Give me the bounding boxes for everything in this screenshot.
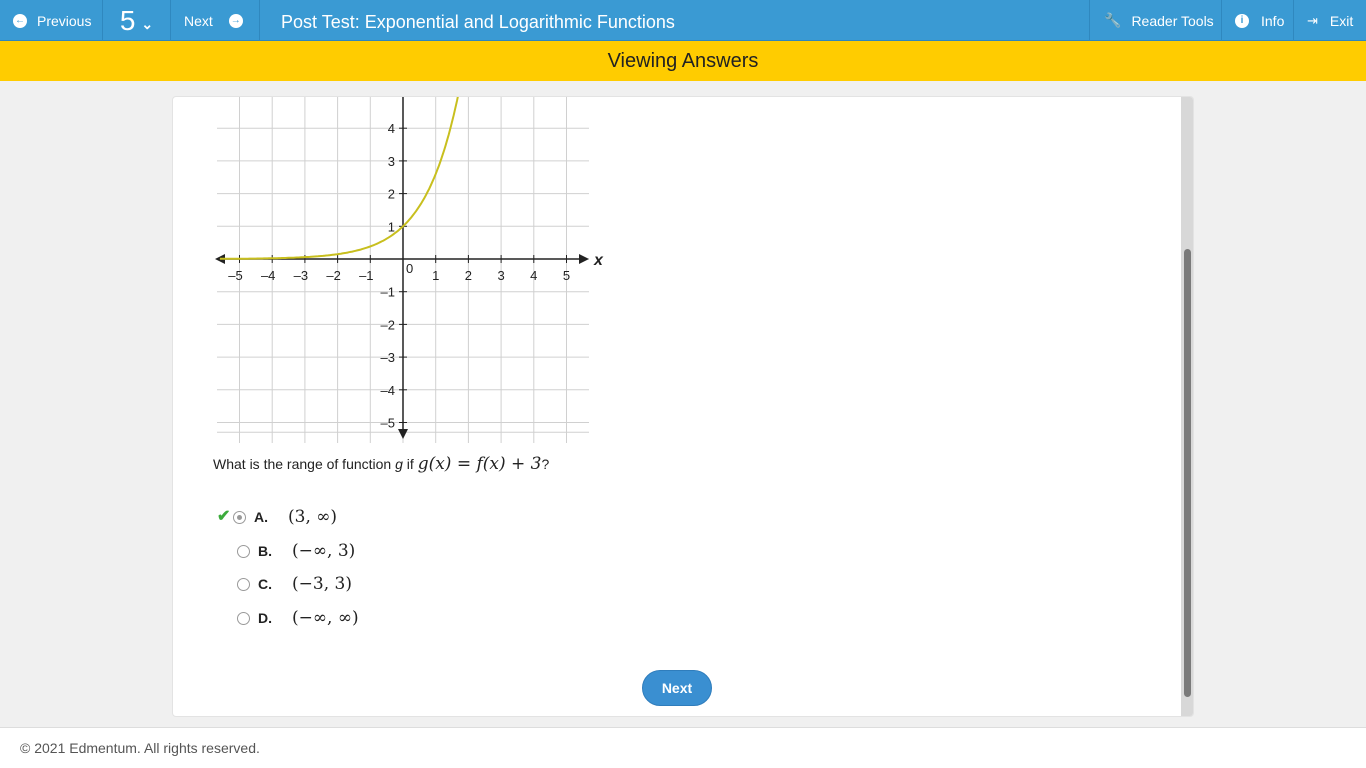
choice-d[interactable] bbox=[237, 608, 359, 628]
question-expression: g(x) = f(x) + 3 bbox=[417, 454, 542, 474]
x-tick-label: –3 bbox=[293, 268, 309, 283]
question-prefix: What is the range of function bbox=[213, 456, 392, 472]
graph-tick-labels bbox=[228, 121, 570, 430]
question-text bbox=[213, 454, 549, 474]
question-number: 5 bbox=[119, 4, 136, 36]
banner-text: Viewing Answers bbox=[607, 49, 759, 72]
arrow-left-circle-icon: ← bbox=[15, 15, 25, 26]
arrow-right-circle-icon: → bbox=[230, 15, 241, 26]
exit-label: Exit bbox=[1329, 12, 1354, 29]
x-tick-label: –5 bbox=[228, 268, 243, 283]
radio-d[interactable] bbox=[237, 612, 250, 625]
y-tick-label: 2 bbox=[387, 186, 395, 202]
radio-a[interactable] bbox=[233, 511, 246, 524]
y-tick-label: –3 bbox=[380, 350, 395, 366]
choice-c-value: (−3, 3) bbox=[292, 574, 352, 594]
radio-selected-dot bbox=[237, 515, 242, 520]
next-nav-button[interactable] bbox=[171, 0, 260, 41]
info-icon: i bbox=[1235, 14, 1249, 28]
choice-a[interactable] bbox=[233, 507, 337, 527]
choice-c[interactable] bbox=[237, 574, 352, 594]
x-tick-label: 1 bbox=[432, 268, 440, 283]
x-tick-label: 4 bbox=[530, 268, 538, 283]
sign-in-icon: ⇥ bbox=[1307, 12, 1318, 28]
x-tick-label: 5 bbox=[562, 268, 571, 283]
x-axis-label: x bbox=[594, 252, 603, 269]
x-tick-label: –2 bbox=[326, 268, 341, 283]
choice-a-letter: A. bbox=[254, 509, 268, 525]
x-tick-label: 2 bbox=[464, 268, 473, 283]
next-button[interactable]: Next bbox=[642, 670, 712, 706]
y-tick-label: 4 bbox=[387, 121, 395, 137]
y-tick-label: –5 bbox=[380, 415, 395, 431]
y-tick-label: 1 bbox=[387, 219, 395, 235]
copyright-text: © 2021 Edmentum. All rights reserved. bbox=[20, 740, 260, 756]
y-tick-label: –2 bbox=[380, 317, 395, 333]
function-graph bbox=[211, 96, 611, 443]
x-axis-arrow-right bbox=[579, 254, 589, 264]
previous-label: Previous bbox=[37, 12, 92, 29]
chevron-down-icon: ⌄ bbox=[141, 16, 154, 32]
previous-button[interactable] bbox=[0, 0, 103, 41]
correct-check-icon: ✔ bbox=[217, 508, 231, 525]
question-suffix: ? bbox=[541, 456, 550, 472]
page-title: Post Test: Exponential and Logarithmic Functions bbox=[281, 12, 675, 32]
y-tick-label: –1 bbox=[380, 284, 395, 300]
x-tick-label: –1 bbox=[359, 268, 374, 283]
exit-button[interactable] bbox=[1294, 0, 1366, 41]
next-nav-label: Next bbox=[184, 12, 213, 29]
radio-b[interactable] bbox=[237, 545, 250, 558]
scrollbar-thumb[interactable] bbox=[1184, 249, 1191, 697]
footer bbox=[0, 727, 1366, 768]
origin-label: 0 bbox=[406, 261, 414, 276]
info-button[interactable] bbox=[1222, 0, 1294, 41]
reader-tools-label: Reader Tools bbox=[1131, 12, 1214, 29]
choice-d-value: (−∞, ∞) bbox=[292, 608, 359, 628]
top-nav-bar bbox=[0, 0, 1366, 41]
choice-a-value: (3, ∞) bbox=[288, 507, 338, 527]
reader-tools-button[interactable] bbox=[1089, 0, 1222, 41]
choice-b-value: (−∞, 3) bbox=[292, 541, 356, 561]
viewing-answers-banner bbox=[0, 41, 1366, 81]
question-if: if bbox=[406, 456, 414, 472]
question-number-dropdown[interactable] bbox=[103, 0, 171, 41]
choice-b[interactable] bbox=[237, 541, 355, 561]
y-axis-arrow-down bbox=[398, 429, 408, 439]
choice-b-letter: B. bbox=[258, 543, 272, 559]
question-card bbox=[172, 96, 1194, 717]
exponential-curve bbox=[220, 96, 459, 259]
x-tick-label: 3 bbox=[497, 268, 505, 283]
info-label: Info bbox=[1261, 12, 1285, 29]
question-var: g bbox=[395, 456, 403, 472]
scrollbar[interactable] bbox=[1181, 97, 1193, 717]
x-tick-label: –4 bbox=[260, 268, 276, 283]
y-tick-label: –4 bbox=[380, 382, 395, 398]
radio-c[interactable] bbox=[237, 578, 250, 591]
wrench-icon: 🔧 bbox=[1104, 12, 1122, 28]
choice-d-letter: D. bbox=[258, 610, 272, 626]
choice-c-letter: C. bbox=[258, 576, 272, 592]
y-tick-label: 3 bbox=[387, 153, 395, 169]
